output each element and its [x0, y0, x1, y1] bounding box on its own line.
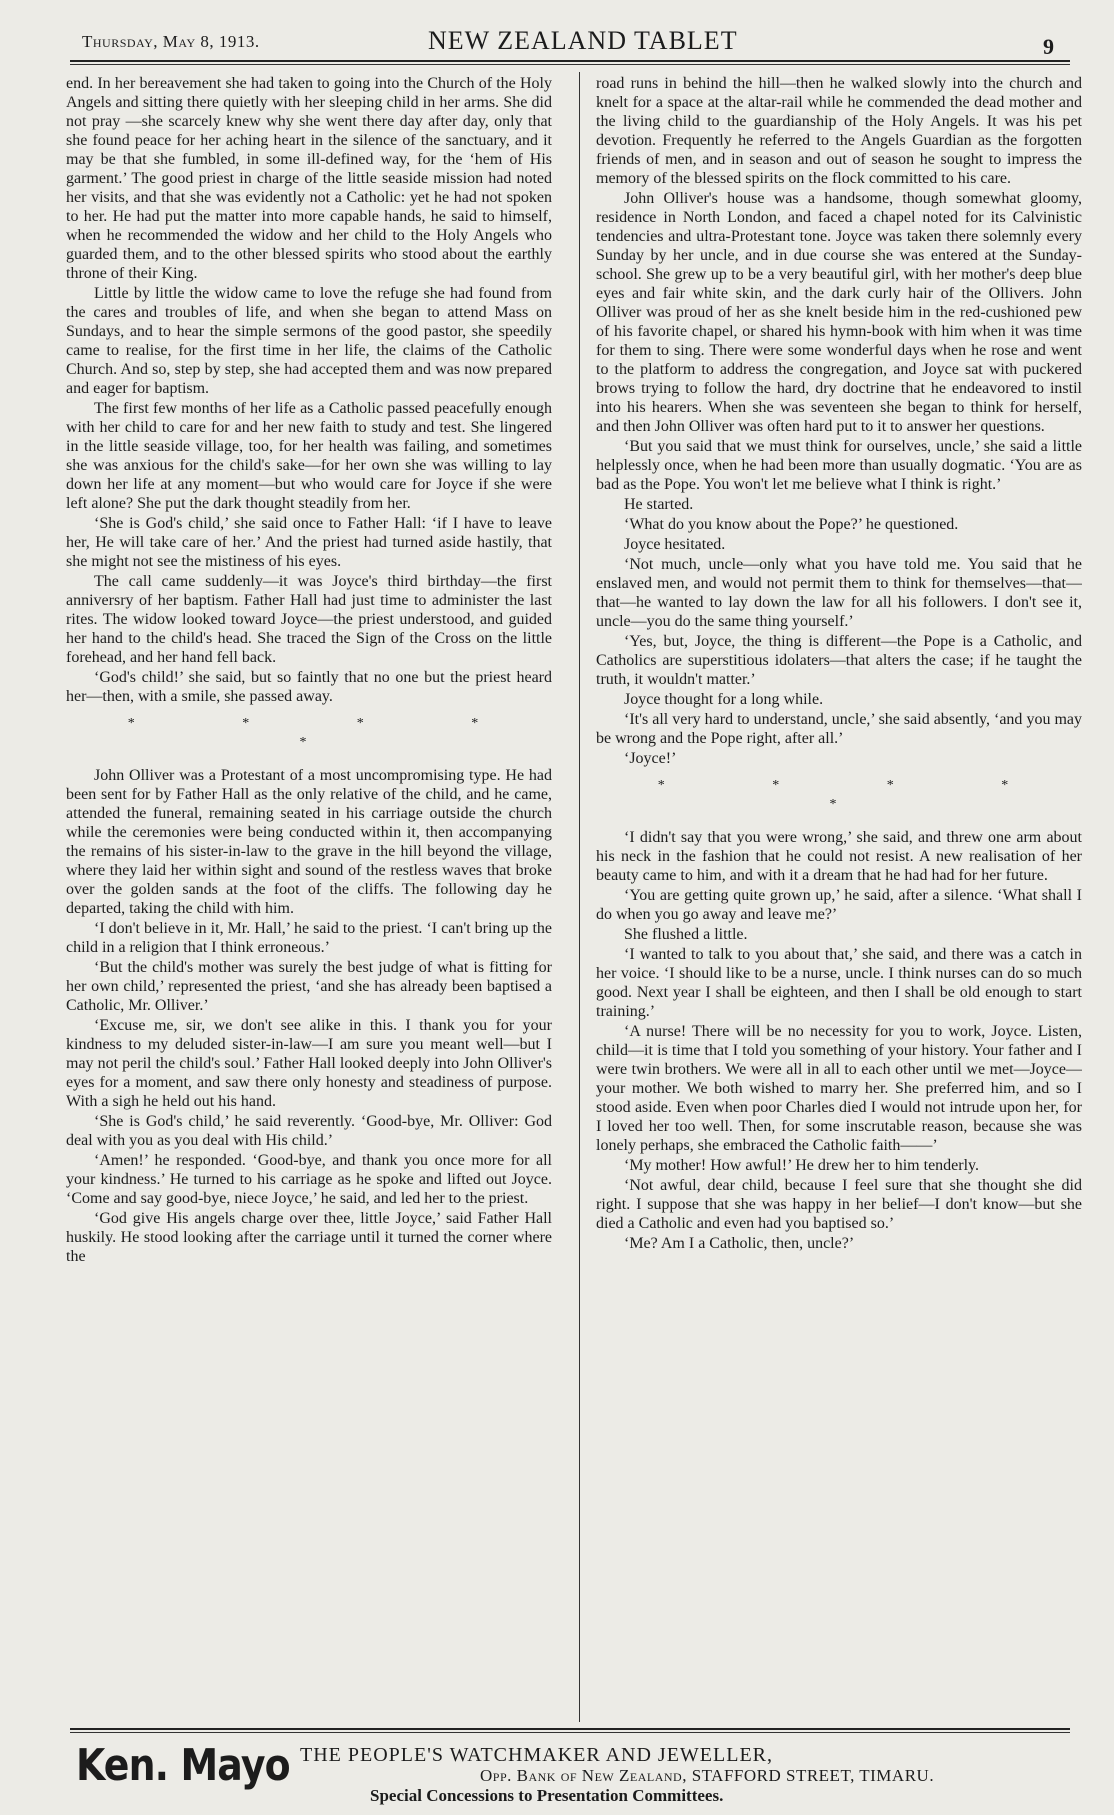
right-paragraphs-a [596, 74, 1082, 768]
article-paragraph: ‘You are getting quite grown up,’ he said, after a silence. ‘What shall I do when you go away and leave me?’ [596, 887, 1082, 923]
article-paragraph: John Olliver's house was a handsome, though somewhat gloomy, residence in North London, and faced a chapel noted for its Calvinistic tendencies and ultra-Protestant tone. Joyce was taken there solemnly every Sunday by her uncle, and in due course she was entered at the Sunday-school. She grew up to be a very beautiful girl, with her mother's deep blue eyes and fair white skin, and the dark curly hair of the Ollivers. John Olliver was proud of her as she knelt beside him in the red-cushioned pew of his favorite chapel, or shared his hymn-book with him when it was time for them to sing. There were some wonderful days when he rose and went to the platform to address the congregation, and Joyce sat with puckered brows trying to follow the hard, dry doctrine that he endeavored to instil into his hearers. When she was seventeen she began to think for herself, and then John Olliver was often hard put to it to answer her questions. [596, 190, 1082, 435]
article-paragraph: She flushed a little. [624, 926, 748, 943]
article-paragraph: ‘Amen!’ he responded. ‘Good-bye, and thank you once more for all your kindness.’ He turned to his carriage as he spoke and lifted out Joyce. ‘Come and say good-bye, niece Joyce,’ he said, and led her to the priest. [66, 1152, 552, 1207]
article-paragraph: ‘My mother! How awful!’ He drew her to him tenderly. [624, 1157, 979, 1174]
header-rule-thin [70, 64, 1070, 65]
article-paragraph: ‘She is God's child,’ he said reverently. ‘Good-bye, Mr. Olliver: God deal with you as you deal with His child.’ [66, 1113, 552, 1149]
article-paragraph: Joyce thought for a long while. [624, 691, 824, 708]
article-paragraph: John Olliver was a Protestant of a most uncompromising type. He had been sent for by Father Hall as the only relative of the child, and he came, attended the funeral, remaining seated in his carriage outside the church while the ceremonies were being conducted within it, then accompanying the remains of his sister-in-law to the grave in the hill beyond the village, where they laid her within sight and sound of the restless waves that broke over the golden sands at the foot of the cliffs. The following day he departed, taking the child with him. [66, 767, 552, 917]
article-paragraph: ‘I didn't say that you were wrong,’ she said, and threw one arm about his neck in the fashion that he could not resist. A new realisation of her beauty came to him, and with it a dream that he had had for her future. [596, 829, 1082, 884]
footer-rule-thin [70, 1732, 1070, 1733]
left-paragraphs-a [66, 74, 552, 706]
article-paragraph: ‘Yes, but, Joyce, the thing is different—the Pope is a Catholic, and Catholics are superstitious idolaters—that alters the case; if he taught the truth, it wouldn't matter.’ [596, 633, 1082, 688]
article-paragraph: end. In her bereavement she had taken to going into the Church of the Holy Angels and sitting there quietly with her sleeping child in her arms. She did not pray —she scarcely knew why she went there day after day, only that she found peace for her aching heart in the silence of the sanctuary, and it may be that she fumbled, in some ill-defined way, for the ‘hem of His garment.’ The good priest in charge of the little seaside mission had noted her visits, and that she was evidently not a Catholic: yet he had not spoken to her. He had put the matter into more capable hands, he said to himself, when he recommended the widow and her child to the Holy Angels who guarded them, and to the other blessed spirits who stood about the earthly throne of their King. [66, 75, 552, 282]
right-column [596, 74, 1082, 1722]
masthead-title: NEW ZEALAND TABLET [428, 26, 738, 55]
article-paragraph: He started. [624, 496, 694, 513]
ad-brand-name: Ken. Mayo [76, 1740, 290, 1791]
article-paragraph: ‘I wanted to talk to you about that,’ she said, and there was a catch in her voice. ‘I should like to be a nurse, uncle. I think nurses can do so much good. Next year I shall be eighteen, and then I shall be old enough to start training.’ [596, 946, 1082, 1020]
article-paragraph: The first few months of her life as a Catholic passed peacefully enough with her child to care for and her new faith to study and test. She lingered in the little seaside village, too, for her health was failing, and sometimes she was anxious for the child's sake—for her own she was willing to lay down her life at any moment—but who would care for Joyce if she were left alone? She put the dark thought steadily from her. [66, 400, 552, 512]
article-paragraph: Joyce hesitated. [624, 536, 726, 553]
article-paragraph: ‘A nurse! There will be no necessity for you to work, Joyce. Listen, child—it is time that I told you something of your history. Your father and I were twin brothers. We were all in all to each other until we met—Joyce—your mother. We both wished to marry her. She preferred him, and so I stood aside. Even when poor Charles died I would not intrude upon her, for I loved her too well. Then, for some inscrutable reason, because she was lonely perhaps, she embraced the Catholic faith——’ [596, 1023, 1082, 1154]
article-paragraph: ‘I don't believe in it, Mr. Hall,’ he said to the priest. ‘I can't bring up the child in a religion that I think erroneous.’ [66, 920, 552, 956]
advertisement [70, 1740, 1070, 1806]
header-rule [70, 60, 1070, 62]
article-paragraph: ‘Not much, uncle—only what you have told me. You said that he enslaved men, and would not permit them to think for themselves—that—that—he wanted to lay down the law for all his followers. I don't see it, uncle—you do the same thing yourself.’ [596, 556, 1082, 630]
page-number: 9 [1043, 34, 1054, 59]
article-paragraph: ‘Me? Am I a Catholic, then, uncle?’ [624, 1235, 855, 1252]
article-paragraph: ‘It's all very hard to understand, uncle,’ she said absently, ‘and you may be wrong and the Pope right, after all.’ [596, 711, 1082, 747]
left-paragraphs-b [66, 766, 552, 1266]
article-paragraph: ‘Not awful, dear child, because I feel sure that she thought she did right. I suppose that she was happy in her belief—I don't know—but she died a Catholic and even had you baptised so.’ [596, 1177, 1082, 1232]
article-paragraph: ‘But you said that we must think for ourselves, uncle,’ she said a little helplessly once, when he had been more than usually dogmatic. ‘You are as bad as the Pope. You won't let me believe what I think is right.’ [596, 438, 1082, 493]
right-paragraphs-b [596, 828, 1082, 1253]
article-paragraph: ‘Joyce!’ [624, 750, 677, 767]
page-header [82, 26, 1062, 60]
article-paragraph: ‘She is God's child,’ she said once to Father Hall: ‘if I have to leave her, He will take care of her.’ And the priest had turned aside hastily, that she might not see the mistiness of his eyes. [66, 515, 552, 570]
ad-tagline: Special Concessions to Presentation Committees. [370, 1786, 724, 1805]
left-column [66, 74, 552, 1722]
article-paragraph: ‘Excuse me, sir, we don't see alike in this. I thank you for your kindness to my deluded sister-in-law—I am sure you meant well—but I may not peril the child's soul.’ Father Hall looked deeply into John Olliver's eyes for a moment, and saw there only honesty and steadiness of purpose. With a sigh he held out his hand. [66, 1017, 552, 1110]
ad-headline: THE PEOPLE'S WATCHMAKER AND JEWELLER, [300, 1744, 774, 1766]
article-paragraph: ‘But the child's mother was surely the best judge of what is fitting for her own child,’ represented the priest, ‘and she has already been baptised a Catholic, Mr. Olliver.’ [66, 959, 552, 1014]
section-separator: * * * * * [657, 778, 1061, 812]
section-separator: * * * * * [127, 716, 531, 750]
article-paragraph: The call came suddenly—it was Joyce's third birthday—the first anniversry of her baptism. Father Hall had just time to administer the last rites. The widow looked toward Joyce—the priest understood, and guided her hand to the child's head. She traced the Sign of the Cross on the little forehead, and her hand fell back. [66, 573, 552, 666]
footer-rule [70, 1728, 1070, 1730]
issue-date: Thursday, May 8, 1913. [82, 32, 260, 51]
article-paragraph: ‘God give His angels charge over thee, little Joyce,’ said Father Hall huskily. He stood looking after the carriage until it turned the corner where the [66, 1210, 552, 1265]
article-paragraph: ‘What do you know about the Pope?’ he questioned. [624, 516, 959, 533]
article-paragraph: road runs in behind the hill—then he walked slowly into the church and knelt for a space at the altar-rail while he commended the dead mother and the living child to the guardianship of the Holy Angels. It was his pet devotion. Frequently he referred to the Angels Guardian as the forgotten friends of men, and in season and out of season he sought to impress the memory of the blessed spirits on the flock committed to his care. [596, 75, 1082, 187]
article-paragraph: Little by little the widow came to love the refuge she had found from the cares and troubles of life, and when she began to attend Mass on Sundays, and to hear the simple sermons of the good pastor, she speedily came to realise, for the first time in her life, the claims of the Catholic Church. And so, step by step, she had accepted them and was now prepared and eager for baptism. [66, 285, 552, 397]
ad-address: Opp. Bank of New Zealand, STAFFORD STREET, TIMARU. [480, 1766, 935, 1785]
column-divider [579, 72, 580, 1722]
article-paragraph: ‘God's child!’ she said, but so faintly that no one but the priest heard her—then, with a smile, she passed away. [66, 669, 552, 705]
